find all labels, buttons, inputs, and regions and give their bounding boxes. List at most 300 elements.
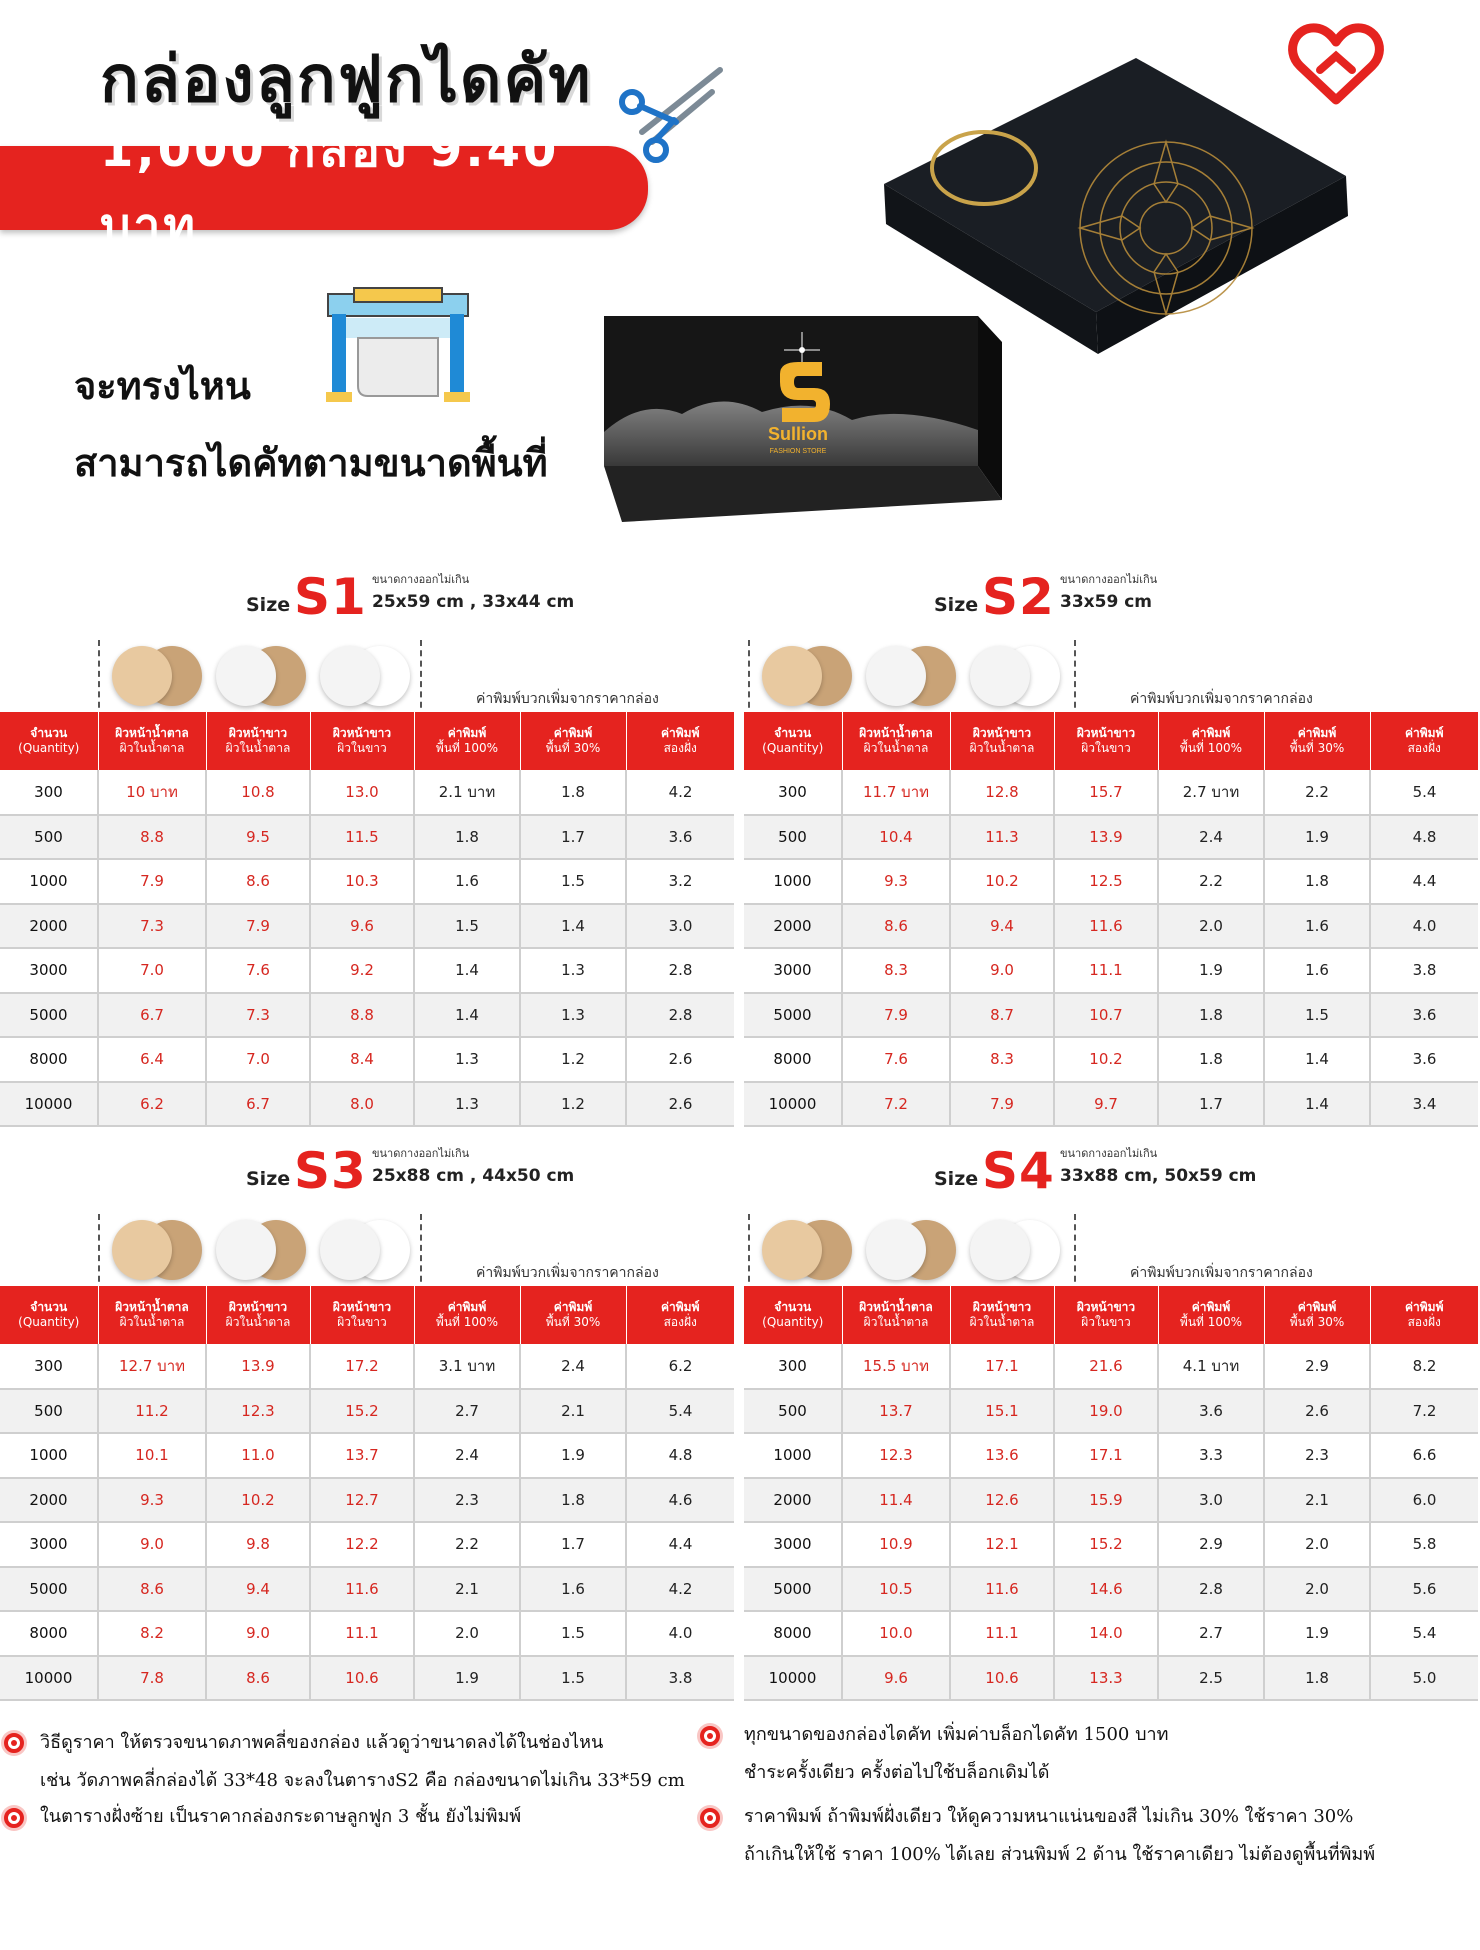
swatch-divider [748,640,750,718]
price-cell: 2.4 [1158,815,1264,860]
column-header-sub: ผิวในน้ำตาล [119,1315,185,1329]
price-cell: 10.8 [206,770,310,815]
price-cell: 1.5 [520,859,626,904]
price-cell: 9.3 [842,859,950,904]
price-cell: 2.5 [1158,1656,1264,1701]
price-cell: 2.1 บาท [414,770,520,815]
column-header-sub: พื้นที่ 100% [1179,741,1243,755]
size-word: Size [934,1168,979,1190]
price-cell: 1.8 [1264,859,1370,904]
price-cell: 1.7 [520,1522,626,1567]
quantity-cell: 1000 [744,1433,842,1478]
price-table-block-s1 [0,570,736,1130]
note-how-to-price-line1: วิธีดูราคา ให้ตรวจขนาดภาพคลี่ของกล่อง แล้วดูว่าขนาดลงได้ในช่องไหน [40,1732,604,1753]
price-cell: 9.2 [310,948,414,993]
price-cell: 21.6 [1054,1344,1158,1389]
table-row [0,1522,734,1567]
price-cell: 11.2 [98,1389,206,1434]
price-cell: 2.0 [1158,904,1264,949]
column-header [206,1286,310,1344]
column-header-sub: พื้นที่ 30% [1289,741,1345,755]
tagline-line1: จะทรงไหน [74,363,251,408]
price-cell: 9.3 [98,1478,206,1523]
price-cell: 5.4 [1370,1611,1478,1656]
column-header [1264,712,1370,770]
price-cell: 9.0 [950,948,1054,993]
price-cell: 2.7 บาท [1158,770,1264,815]
price-cell: 1.3 [520,993,626,1038]
column-header [1158,1286,1264,1344]
quantity-cell: 10000 [744,1082,842,1127]
price-cell: 4.2 [626,770,734,815]
price-cell: 3.4 [1370,1082,1478,1127]
table-row [744,859,1478,904]
column-header [310,1286,414,1344]
price-cell: 11.5 [310,815,414,860]
size-code: S1 [294,568,367,626]
price-cell: 14.6 [1054,1567,1158,1612]
price-cell: 15.2 [310,1389,414,1434]
quantity-cell: 1000 [0,1433,98,1478]
price-cell: 8.2 [1370,1344,1478,1389]
price-cell: 7.3 [98,904,206,949]
price-cell: 1.4 [414,948,520,993]
box-brand-name: Sullion [768,424,828,444]
price-cell: 12.6 [950,1478,1054,1523]
paper-swatch [762,646,822,706]
column-header [842,1286,950,1344]
quantity-cell: 10000 [0,1082,98,1127]
price-cell: 2.1 [1264,1478,1370,1523]
note-how-to-price-line2: เช่น วัดภาพคลี่กล่องได้ 33*48 จะลงในตารางS2 คือ กล่องขนาดไม่เกิน 33*59 cm [40,1770,685,1791]
price-cell: 4.6 [626,1478,734,1523]
red-ring-bullet-icon [4,1808,24,1828]
price-cell: 13.0 [310,770,414,815]
paper-swatch [970,1220,1030,1280]
column-header-sub: ผิวในน้ำตาล [863,1315,929,1329]
price-cell: 5.8 [1370,1522,1478,1567]
price-cell: 2.0 [414,1611,520,1656]
note-print-price-line1: ราคาพิมพ์ ถ้าพิมพ์ฝั่งเดียว ให้ดูความหนาแน่นของสี ไม่เกิน 30% ใช้ราคา 30% [744,1806,1354,1827]
price-cell: 12.2 [310,1522,414,1567]
quantity-cell: 500 [744,815,842,860]
table-row [0,1433,734,1478]
die-cut-machine-icon [318,288,478,414]
quantity-cell: 3000 [0,948,98,993]
price-cell: 11.1 [310,1611,414,1656]
paper-swatch [866,646,926,706]
column-header [414,712,520,770]
column-header-main: ค่าพิมพ์ [661,726,700,740]
column-header [1158,712,1264,770]
price-cell: 2.6 [626,1037,734,1082]
table-row [0,1478,734,1523]
quantity-cell: 8000 [744,1037,842,1082]
column-header-sub: (Quantity) [762,1315,824,1329]
price-cell: 8.6 [98,1567,206,1612]
price-cell: 15.7 [1054,770,1158,815]
price-cell: 7.8 [98,1656,206,1701]
table-row [744,1082,1478,1127]
price-cell: 3.8 [1370,948,1478,993]
price-cell: 9.0 [206,1611,310,1656]
price-cell: 2.6 [1264,1389,1370,1434]
price-cell: 1.4 [1264,1037,1370,1082]
size-limit-label: ขนาดกางออกไม่เกิน [372,1147,470,1160]
column-header-main: ค่าพิมพ์ [553,1300,593,1314]
table-row [744,948,1478,993]
note-die-block-line1: ทุกขนาดของกล่องไดคัท เพิ่มค่าบล็อกไดคัท 1500 บาท [744,1724,1169,1745]
price-cell: 11.6 [310,1567,414,1612]
price-cell: 17.2 [310,1344,414,1389]
price-cell: 6.4 [98,1037,206,1082]
quantity-cell: 5000 [744,993,842,1038]
price-cell: 2.0 [1264,1522,1370,1567]
price-cell: 1.7 [1158,1082,1264,1127]
tagline-line2: สามารถไดคัทตามขนาดพื้นที่ [74,440,548,485]
column-header [842,712,950,770]
price-cell: 2.3 [414,1478,520,1523]
price-cell: 12.3 [206,1389,310,1434]
size-code: S3 [294,1142,367,1200]
table-row [744,1037,1478,1082]
column-header [98,1286,206,1344]
column-header [626,1286,734,1344]
price-cell: 8.7 [950,993,1054,1038]
price-cell: 4.2 [626,1567,734,1612]
size-dims: 33x88 cm, 50x59 cm [1060,1166,1257,1186]
size-code: S2 [982,568,1055,626]
column-header-sub: ผิวในขาว [337,1315,387,1329]
price-cell: 4.8 [1370,815,1478,860]
price-table-block-s2 [744,570,1480,1130]
column-header-main: ผิวหน้าน้ำตาล [115,1300,189,1314]
price-cell: 5.4 [1370,770,1478,815]
price-cell: 1.3 [414,1037,520,1082]
price-cell: 2.2 [1158,859,1264,904]
column-header [0,712,98,770]
column-header-main: ผิวหน้าขาว [228,726,288,740]
size-header [246,568,666,626]
price-cell: 1.9 [1264,1611,1370,1656]
column-header-main: ค่าพิมพ์ [1191,1300,1231,1314]
price-cell: 6.0 [1370,1478,1478,1523]
price-cell: 2.1 [414,1567,520,1612]
quantity-cell: 500 [0,1389,98,1434]
price-cell: 10.4 [842,815,950,860]
price-cell: 1.6 [414,859,520,904]
table-row [0,859,734,904]
column-header-main: ผิวหน้าขาว [228,1300,288,1314]
size-dims: 33x59 cm [1060,592,1152,612]
print-extra-label: ค่าพิมพ์บวกเพิ่มจากราคากล่อง [476,691,659,707]
column-header [744,1286,842,1344]
price-cell: 8.8 [98,815,206,860]
price-cell: 13.7 [310,1433,414,1478]
price-cell: 11.1 [1054,948,1158,993]
column-header-main: ผิวหน้าน้ำตาล [859,1300,933,1314]
size-word: Size [246,594,291,616]
price-cell: 15.1 [950,1389,1054,1434]
column-header-main: จำนวน [774,726,812,740]
print-extra-label: ค่าพิมพ์บวกเพิ่มจากราคากล่อง [1130,1265,1313,1281]
price-cell: 10.3 [310,859,414,904]
paper-swatch [970,646,1030,706]
price-cell: 10.9 [842,1522,950,1567]
column-header-main: จำนวน [30,726,68,740]
size-limit-label: ขนาดกางออกไม่เกิน [1060,1147,1158,1160]
price-cell: 2.4 [520,1344,626,1389]
column-header-sub: ผิวในขาว [1081,1315,1131,1329]
price-table [0,1286,734,1701]
price-cell: 9.6 [310,904,414,949]
price-cell: 1.5 [1264,993,1370,1038]
quantity-cell: 3000 [744,948,842,993]
price-cell: 1.7 [520,815,626,860]
price-cell: 7.2 [842,1082,950,1127]
print-extra-label: ค่าพิมพ์บวกเพิ่มจากราคากล่อง [476,1265,659,1281]
promo-price: 1,000 กล่อง 9.40 บาท [100,122,560,254]
red-ring-bullet-icon [700,1726,720,1746]
price-cell: 12.7 บาท [98,1344,206,1389]
column-header-main: ผิวหน้าขาว [972,726,1032,740]
column-header-main: ค่าพิมพ์ [1191,726,1231,740]
price-cell: 2.6 [626,1082,734,1127]
price-cell: 10.6 [950,1656,1054,1701]
price-cell: 1.5 [520,1656,626,1701]
price-cell: 9.8 [206,1522,310,1567]
price-cell: 13.6 [950,1433,1054,1478]
price-cell: 3.6 [1158,1389,1264,1434]
note-die-block-line2: ชำระครั้งเดียว ครั้งต่อไปใช้บล็อกเดิมได้ [744,1762,1050,1783]
price-cell: 2.2 [414,1522,520,1567]
column-header-main: ผิวหน้าขาว [332,726,392,740]
price-cell: 10.1 [98,1433,206,1478]
column-header-main: ค่าพิมพ์ [1405,726,1444,740]
table-row [744,1567,1478,1612]
price-cell: 7.9 [842,993,950,1038]
size-dims: 25x59 cm , 33x44 cm [372,592,575,612]
size-limit-label: ขนาดกางออกไม่เกิน [372,573,470,586]
paper-swatch [320,1220,380,1280]
price-cell: 7.9 [98,859,206,904]
column-header-sub: พื้นที่ 30% [545,1315,601,1329]
column-header [744,712,842,770]
price-cell: 10.2 [1054,1037,1158,1082]
price-cell: 1.9 [1158,948,1264,993]
column-header-main: ค่าพิมพ์ [447,1300,487,1314]
price-cell: 2.4 [414,1433,520,1478]
paper-swatch [112,1220,172,1280]
column-header [1264,1286,1370,1344]
column-header-main: ค่าพิมพ์ [1405,1300,1444,1314]
column-header-sub: ผิวในขาว [337,741,387,755]
price-cell: 13.9 [206,1344,310,1389]
table-row [0,993,734,1038]
price-cell: 19.0 [1054,1389,1158,1434]
table-row [0,1037,734,1082]
column-header [1370,712,1478,770]
size-header [934,568,1354,626]
price-cell: 8.8 [310,993,414,1038]
quantity-cell: 8000 [0,1611,98,1656]
column-header [206,712,310,770]
price-cell: 1.4 [414,993,520,1038]
column-header-sub: พื้นที่ 30% [1289,1315,1345,1329]
quantity-cell: 300 [0,1344,98,1389]
quantity-cell: 1000 [0,859,98,904]
price-cell: 17.1 [1054,1433,1158,1478]
price-cell: 1.8 [1158,1037,1264,1082]
column-header-main: ค่าพิมพ์ [1297,726,1337,740]
price-cell: 1.8 [1158,993,1264,1038]
price-table-block-s3 [0,1144,736,1704]
note-print-price [744,1798,1375,1874]
swatch-divider [98,1214,100,1292]
price-cell: 1.8 [1264,1656,1370,1701]
column-header-main: ค่าพิมพ์ [553,726,593,740]
price-cell: 1.4 [520,904,626,949]
price-cell: 9.0 [98,1522,206,1567]
print-extra-label: ค่าพิมพ์บวกเพิ่มจากราคากล่อง [1130,691,1313,707]
column-header-sub: ผิวในน้ำตาล [119,741,185,755]
price-cell: 2.7 [414,1389,520,1434]
price-cell: 12.5 [1054,859,1158,904]
price-cell: 10.5 [842,1567,950,1612]
table-row [744,1344,1478,1389]
column-header-sub: พื้นที่ 30% [545,741,601,755]
table-row [0,1389,734,1434]
price-cell: 12.1 [950,1522,1054,1567]
column-header [520,1286,626,1344]
price-cell: 1.9 [414,1656,520,1701]
quantity-cell: 10000 [744,1656,842,1701]
price-cell: 2.7 [1158,1611,1264,1656]
price-cell: 6.7 [98,993,206,1038]
table-row [0,1344,734,1389]
price-cell: 13.3 [1054,1656,1158,1701]
price-cell: 7.6 [206,948,310,993]
box-brand-sub: FASHION STORE [769,448,827,455]
quantity-cell: 5000 [0,993,98,1038]
quantity-cell: 3000 [744,1522,842,1567]
price-cell: 12.3 [842,1433,950,1478]
price-cell: 11.6 [950,1567,1054,1612]
price-cell: 1.8 [520,770,626,815]
quantity-cell: 2000 [0,904,98,949]
price-cell: 12.8 [950,770,1054,815]
column-header-sub: (Quantity) [18,741,80,755]
column-header [0,1286,98,1344]
column-header-sub: สองฝั่ง [1407,1315,1441,1329]
price-cell: 7.9 [206,904,310,949]
table-row [0,815,734,860]
price-cell: 15.9 [1054,1478,1158,1523]
price-cell: 4.0 [626,1611,734,1656]
red-ring-bullet-icon [700,1808,720,1828]
quantity-cell: 300 [744,770,842,815]
price-cell: 9.7 [1054,1082,1158,1127]
column-header-sub: (Quantity) [762,741,824,755]
price-cell: 2.8 [626,993,734,1038]
price-cell: 3.6 [626,815,734,860]
price-cell: 7.0 [206,1037,310,1082]
price-cell: 9.4 [950,904,1054,949]
column-header [626,712,734,770]
column-header [1370,1286,1478,1344]
swatch-divider [420,640,422,718]
quantity-cell: 8000 [744,1611,842,1656]
price-cell: 1.5 [414,904,520,949]
price-cell: 11.3 [950,815,1054,860]
swatch-divider [1074,1214,1076,1292]
promo-banner [0,122,648,254]
table-row [744,904,1478,949]
table-row [744,815,1478,860]
price-cell: 10.0 [842,1611,950,1656]
table-row [744,1389,1478,1434]
quantity-cell: 300 [0,770,98,815]
table-row [744,1478,1478,1523]
price-cell: 7.2 [1370,1389,1478,1434]
size-word: Size [246,1168,291,1190]
price-cell: 15.2 [1054,1522,1158,1567]
column-header-sub: (Quantity) [18,1315,80,1329]
price-cell: 11.1 [950,1611,1054,1656]
column-header [1054,712,1158,770]
box-photo-mandala [876,58,1366,416]
price-cell: 3.0 [626,904,734,949]
price-cell: 11.6 [1054,904,1158,949]
price-cell: 8.3 [842,948,950,993]
price-cell: 4.4 [1370,859,1478,904]
price-cell: 1.9 [1264,815,1370,860]
price-cell: 7.6 [842,1037,950,1082]
price-cell: 4.1 บาท [1158,1344,1264,1389]
column-header-main: ผิวหน้าขาว [1076,1300,1136,1314]
price-cell: 1.2 [520,1082,626,1127]
price-cell: 8.3 [950,1037,1054,1082]
price-cell: 10.2 [206,1478,310,1523]
price-cell: 9.6 [842,1656,950,1701]
column-header [950,1286,1054,1344]
price-cell: 2.8 [1158,1567,1264,1612]
table-row [0,1656,734,1701]
price-cell: 10.7 [1054,993,1158,1038]
price-cell: 7.0 [98,948,206,993]
column-header-sub: สองฝั่ง [663,741,697,755]
price-cell: 1.6 [520,1567,626,1612]
price-cell: 4.4 [626,1522,734,1567]
price-cell: 5.4 [626,1389,734,1434]
price-cell: 3.2 [626,859,734,904]
price-cell: 5.0 [1370,1656,1478,1701]
price-cell: 10 บาท [98,770,206,815]
table-row [0,770,734,815]
price-cell: 2.1 [520,1389,626,1434]
size-word: Size [934,594,979,616]
price-cell: 11.0 [206,1433,310,1478]
price-cell: 8.6 [206,859,310,904]
column-header-sub: ผิวในน้ำตาล [225,741,291,755]
price-table [0,712,734,1127]
column-header-sub: ผิวในน้ำตาล [969,1315,1035,1329]
price-cell: 1.6 [1264,904,1370,949]
price-cell: 4.0 [1370,904,1478,949]
price-cell: 1.9 [520,1433,626,1478]
column-header [310,712,414,770]
swatch-divider [98,640,100,718]
